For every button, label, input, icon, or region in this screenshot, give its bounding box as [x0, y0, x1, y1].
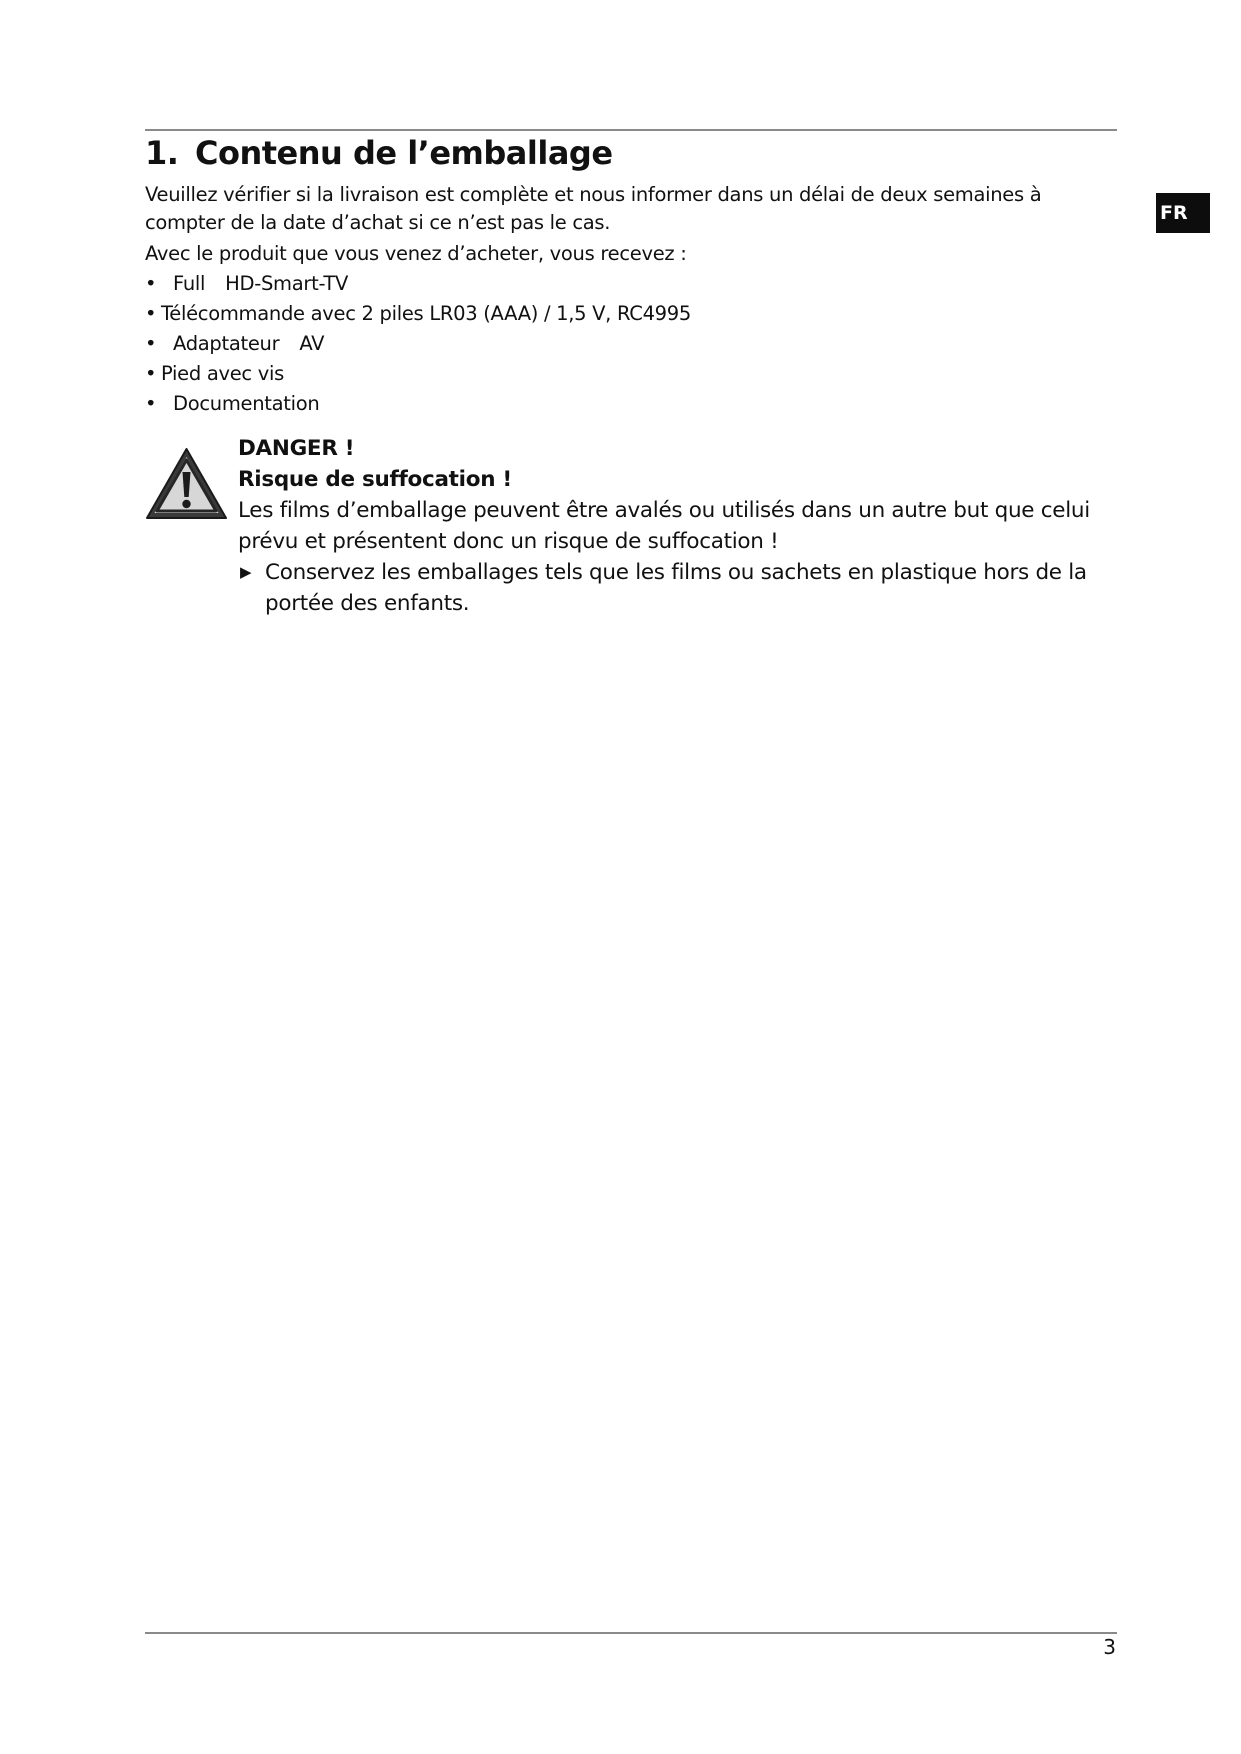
- arrow-right-icon: ▶: [240, 563, 252, 581]
- danger-body: Les films d’emballage peuvent être avalés ou utilisés dans un autre but que celui prévu et présentent donc un risque de suffocation !: [238, 498, 1090, 554]
- list-item-text-part: Full: [173, 272, 206, 295]
- danger-title: DANGER !: [238, 436, 355, 461]
- bullet: •: [145, 362, 157, 385]
- list-item-text: Télécommande avec 2 piles LR03 (AAA) / 1,5 V, RC4995: [161, 302, 691, 325]
- list-item-text: Documentation: [173, 392, 320, 415]
- bullet: •: [145, 302, 157, 325]
- intro-paragraph: Veuillez vérifier si la livraison est complète et nous informer dans un délai de deux semaines à compter de la date d’achat si ce n’est pas le cas.: [145, 183, 1042, 234]
- danger-action: [238, 557, 1098, 619]
- danger-action-text: Conservez les emballages tels que les films ou sachets en plastique hors de la portée des enfants.: [265, 560, 1087, 616]
- danger-notice: [238, 433, 1098, 619]
- page-number: 3: [1103, 1635, 1116, 1659]
- intro-list-lead: Avec le produit que vous venez d’acheter, vous recevez :: [145, 242, 687, 265]
- bullet: •: [145, 272, 157, 295]
- list-item-text: [173, 269, 348, 299]
- warning-triangle-icon: [145, 447, 228, 521]
- list-item-text-part: Adaptateur: [173, 332, 280, 355]
- list-item-text: [173, 329, 324, 359]
- list-item-text: Pied avec vis: [161, 362, 284, 385]
- top-divider: [145, 129, 1117, 131]
- list-item-text-part: HD-Smart-TV: [225, 272, 349, 295]
- bullet: •: [145, 332, 157, 355]
- bullet: •: [145, 392, 157, 415]
- language-tab: FR: [1156, 193, 1210, 233]
- section-title: Contenu de l’emballage: [195, 134, 613, 172]
- list-item-text-part: AV: [299, 332, 325, 355]
- bottom-divider: [145, 1632, 1117, 1634]
- section-heading: [145, 134, 613, 172]
- danger-subtitle: Risque de suffocation !: [238, 467, 512, 492]
- section-number: 1.: [145, 134, 179, 172]
